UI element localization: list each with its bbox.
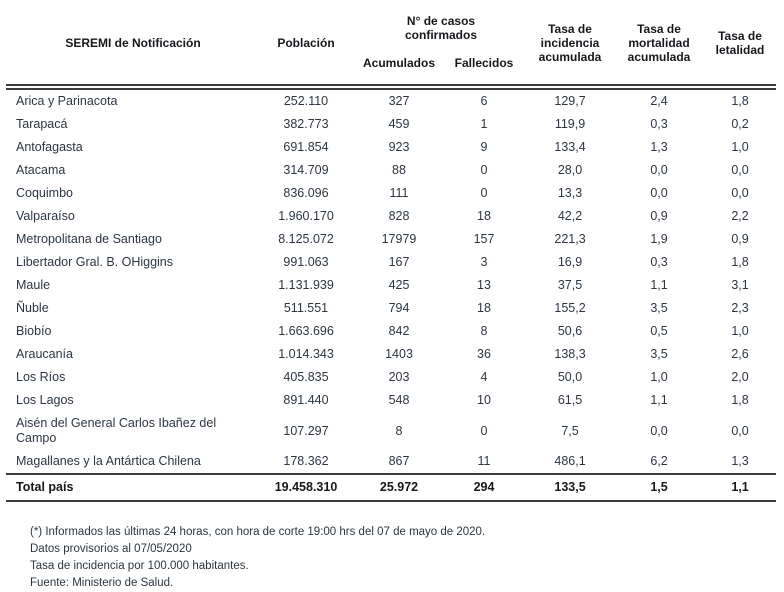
footnotes (30, 524, 485, 592)
lethality-cell: 0,9 (731, 232, 749, 246)
table-header (6, 2, 776, 87)
population-cell: 1.014.343 (278, 347, 334, 361)
region-cell: Libertador Gral. B. OHiggins (16, 255, 174, 269)
incidence-cell: 61,5 (557, 393, 583, 407)
lethality-cell: 2,2 (731, 209, 749, 223)
col-header-cases-group: N° de casos confirmados (405, 14, 478, 42)
region-cell: Los Lagos (16, 393, 74, 407)
mortality-cell: 1,1 (650, 393, 668, 407)
lethality-cell: 0,0 (731, 423, 749, 438)
deaths-cell: 6 (480, 94, 488, 108)
population-cell: 178.362 (283, 454, 329, 468)
table-row (6, 228, 776, 251)
population-cell: 1.131.939 (278, 278, 334, 292)
table-footer (6, 474, 776, 501)
table-row (6, 274, 776, 297)
deaths-cell: 11 (477, 454, 491, 468)
lethality-cell: 3,1 (731, 278, 749, 292)
incidence-cell: 37,5 (557, 278, 583, 292)
region-cell: Aisén del General Carlos Ibañez del Campo (16, 416, 217, 445)
incidence-cell: 50,6 (557, 324, 583, 338)
region-cell: Maule (16, 278, 51, 292)
population-cell: 314.709 (283, 163, 329, 177)
accumulated-cell: 1403 (385, 347, 413, 361)
region-cell: Biobío (16, 324, 52, 338)
deaths-cell: 0 (480, 186, 488, 200)
accumulated-cell: 867 (388, 454, 410, 468)
region-cell: Atacama (16, 163, 66, 177)
accumulated-cell: 203 (388, 370, 410, 384)
incidence-cell: 133,4 (554, 140, 586, 154)
population-cell: 1.663.696 (278, 324, 334, 338)
region-cell: Antofagasta (16, 140, 83, 154)
accumulated-cell: 167 (388, 255, 410, 269)
deaths-cell: 18 (477, 209, 491, 223)
table-row (6, 389, 776, 412)
region-cell: Araucanía (16, 347, 73, 361)
incidence-cell: 50,0 (557, 370, 583, 384)
footnote-cutoff-time: (*) Informados las últimas 24 horas, con hora de corte 19:00 hrs del 07 de mayo de 2020. (30, 526, 486, 538)
table-body (6, 87, 776, 474)
population-cell: 1.960.170 (278, 209, 334, 223)
incidence-cell: 221,3 (554, 232, 586, 246)
col-header-deaths: Fallecidos (454, 56, 514, 70)
mortality-cell: 1,0 (650, 370, 668, 384)
table-row (6, 343, 776, 366)
deaths-cell: 4 (480, 370, 488, 384)
region-cell: Magallanes y la Antártica Chilena (16, 454, 201, 468)
total-lethality-cell: 1,1 (704, 474, 776, 501)
deaths-cell: 157 (473, 232, 495, 246)
population-cell: 691.854 (283, 140, 329, 154)
population-cell: 891.440 (283, 393, 329, 407)
covid-statistics-table (6, 2, 776, 502)
mortality-cell: 2,4 (650, 94, 668, 108)
lethality-cell: 0,0 (731, 163, 749, 177)
incidence-cell: 138,3 (554, 347, 586, 361)
incidence-cell: 16,9 (557, 255, 583, 269)
mortality-cell: 1,1 (650, 278, 668, 292)
deaths-cell: 10 (477, 393, 491, 407)
table-row (6, 320, 776, 343)
incidence-cell: 119,9 (554, 117, 586, 131)
total-incidence-cell: 133,5 (526, 474, 614, 501)
mortality-cell: 6,2 (650, 454, 668, 468)
accumulated-cell: 88 (392, 163, 406, 177)
table-row (6, 251, 776, 274)
region-cell: Ñuble (16, 301, 49, 315)
mortality-cell: 0,5 (650, 324, 668, 338)
incidence-cell: 155,2 (554, 301, 586, 315)
incidence-cell: 486,1 (554, 454, 586, 468)
deaths-cell: 0 (480, 163, 488, 177)
incidence-cell: 129,7 (554, 94, 586, 108)
deaths-cell: 0 (480, 423, 488, 438)
table-row (6, 412, 776, 450)
region-cell: Arica y Parinacota (16, 94, 118, 108)
population-cell: 511.551 (283, 301, 329, 315)
table-row (6, 205, 776, 228)
mortality-cell: 0,0 (650, 186, 668, 200)
accumulated-cell: 548 (388, 393, 410, 407)
total-population-cell: 19.458.310 (256, 474, 356, 501)
col-header-mortality: Tasa de mortalidad acumulada (627, 22, 691, 64)
total-mortality-cell: 1,5 (614, 474, 704, 501)
lethality-cell: 1,8 (731, 94, 749, 108)
mortality-cell: 1,3 (650, 140, 668, 154)
mortality-cell: 3,5 (650, 301, 668, 315)
deaths-cell: 18 (477, 301, 491, 315)
accumulated-cell: 828 (388, 209, 410, 223)
accumulated-cell: 842 (388, 324, 410, 338)
incidence-cell: 28,0 (557, 163, 583, 177)
header-row-main (6, 2, 776, 48)
lethality-cell: 2,3 (731, 301, 749, 315)
lethality-cell: 0,0 (731, 186, 749, 200)
mortality-cell: 3,5 (650, 347, 668, 361)
col-header-lethality: Tasa de letalidad (715, 29, 765, 57)
mortality-cell: 0,9 (650, 209, 668, 223)
mortality-cell: 0,3 (650, 117, 668, 131)
total-deaths-cell: 294 (442, 474, 526, 501)
deaths-cell: 13 (477, 278, 491, 292)
mortality-cell: 1,9 (650, 232, 668, 246)
incidence-cell: 13,3 (557, 186, 583, 200)
table-row (6, 182, 776, 205)
population-cell: 405.835 (283, 370, 329, 384)
footnote-provisional-data: Datos provisorios al 07/05/2020 (30, 543, 192, 555)
population-cell: 382.773 (283, 117, 329, 131)
region-cell: Coquimbo (16, 186, 73, 200)
deaths-cell: 1 (480, 117, 488, 131)
accumulated-cell: 8 (395, 423, 403, 438)
region-cell: Metropolitana de Santiago (16, 232, 162, 246)
population-cell: 8.125.072 (278, 232, 334, 246)
table-row (6, 136, 776, 159)
mortality-cell: 0,3 (650, 255, 668, 269)
col-header-accumulated: Acumulados (362, 56, 435, 70)
deaths-cell: 9 (480, 140, 488, 154)
table-row (6, 87, 776, 113)
region-cell: Tarapacá (16, 117, 68, 131)
accumulated-cell: 459 (388, 117, 410, 131)
accumulated-cell: 327 (388, 94, 410, 108)
footnote-source: Fuente: Ministerio de Salud. (30, 577, 174, 589)
lethality-cell: 2,0 (731, 370, 749, 384)
total-row (6, 474, 776, 501)
statistics-table-container (6, 2, 776, 502)
table-row (6, 159, 776, 182)
lethality-cell: 1,8 (731, 255, 749, 269)
population-cell: 252.110 (283, 94, 329, 108)
total-accumulated-cell: 25.972 (356, 474, 442, 501)
region-cell: Los Ríos (16, 370, 66, 384)
table-row (6, 113, 776, 136)
region-cell: Valparaíso (16, 209, 75, 223)
lethality-cell: 1,0 (731, 140, 749, 154)
deaths-cell: 36 (477, 347, 491, 361)
accumulated-cell: 923 (388, 140, 410, 154)
mortality-cell: 0,0 (650, 423, 668, 438)
table-row (6, 450, 776, 474)
table-row (6, 366, 776, 389)
table-row (6, 297, 776, 320)
lethality-cell: 2,6 (731, 347, 749, 361)
population-cell: 991.063 (283, 255, 329, 269)
accumulated-cell: 794 (388, 301, 410, 315)
accumulated-cell: 17979 (381, 232, 417, 246)
lethality-cell: 1,8 (731, 393, 749, 407)
lethality-cell: 1,0 (731, 324, 749, 338)
deaths-cell: 3 (480, 255, 488, 269)
accumulated-cell: 111 (389, 186, 409, 200)
footnote-incidence-rate: Tasa de incidencia por 100.000 habitantes. (30, 560, 249, 572)
incidence-cell: 7,5 (561, 423, 579, 438)
mortality-cell: 0,0 (650, 163, 668, 177)
deaths-cell: 8 (480, 324, 488, 338)
lethality-cell: 0,2 (731, 117, 749, 131)
total-label: Total país (6, 474, 256, 501)
col-header-region: SEREMI de Notificación (65, 36, 201, 50)
accumulated-cell: 425 (388, 278, 410, 292)
col-header-population: Población (277, 36, 335, 50)
col-header-incidence: Tasa de incidencia acumulada (538, 22, 602, 64)
population-cell: 836.096 (283, 186, 329, 200)
population-cell: 107.297 (283, 423, 329, 438)
lethality-cell: 1,3 (731, 454, 749, 468)
incidence-cell: 42,2 (557, 209, 583, 223)
